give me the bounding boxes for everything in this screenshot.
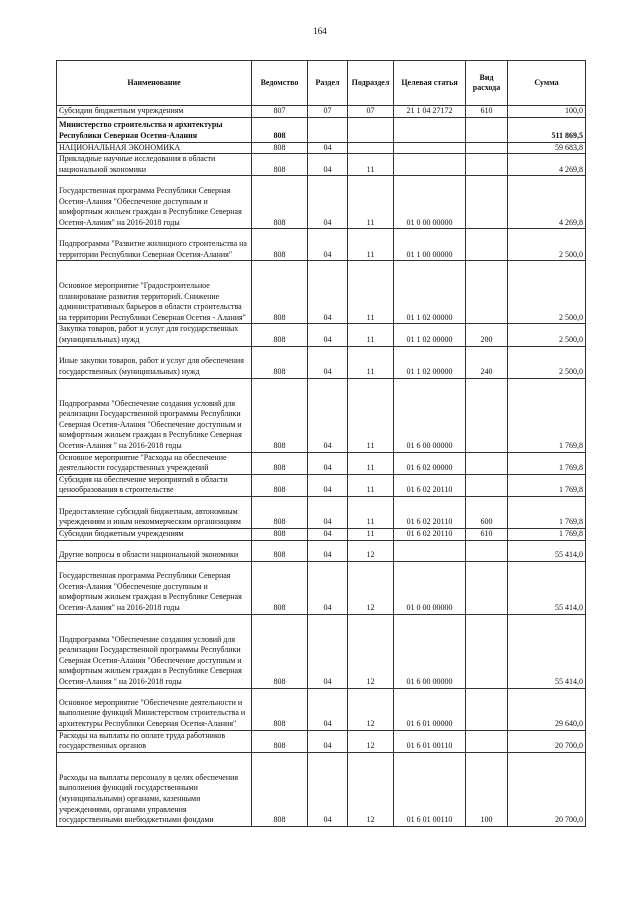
cell-department: 808 (252, 142, 308, 154)
cell-department: 808 (252, 614, 308, 688)
cell-expense-type (466, 730, 508, 752)
cell-department: 808 (252, 540, 308, 561)
cell-amount: 4 269,8 (508, 176, 586, 229)
cell-name: Основное мероприятие "Обеспечение деятельности и выполнение функций Министерством строительства и архитектуры Республики Северная Осетия-Алания" (57, 688, 252, 730)
cell-target-item: 21 1 04 27172 (394, 106, 466, 118)
cell-expense-type: 610 (466, 528, 508, 540)
page-number: 164 (313, 26, 327, 36)
cell-expense-type (466, 229, 508, 261)
cell-department: 808 (252, 324, 308, 346)
cell-subsection: 12 (348, 752, 394, 826)
col-header-amount: Сумма (508, 61, 586, 106)
cell-subsection: 11 (348, 378, 394, 452)
cell-target-item: 01 1 02 00000 (394, 346, 466, 378)
cell-target-item: 01 0 00 00000 (394, 561, 466, 614)
cell-subsection: 07 (348, 106, 394, 118)
cell-section: 04 (308, 730, 348, 752)
cell-expense-type (466, 474, 508, 496)
cell-subsection: 11 (348, 229, 394, 261)
cell-section: 04 (308, 561, 348, 614)
cell-amount: 4 269,8 (508, 154, 586, 176)
cell-section: 04 (308, 378, 348, 452)
cell-subsection: 11 (348, 496, 394, 528)
cell-amount: 2 500,0 (508, 324, 586, 346)
cell-amount: 1 769,8 (508, 474, 586, 496)
table-row (57, 229, 586, 261)
table-row (57, 324, 586, 346)
cell-subsection: 11 (348, 474, 394, 496)
cell-target-item (394, 117, 466, 142)
cell-section: 04 (308, 176, 348, 229)
cell-target-item: 01 6 02 20110 (394, 496, 466, 528)
cell-expense-type (466, 452, 508, 474)
cell-expense-type (466, 142, 508, 154)
cell-section: 04 (308, 474, 348, 496)
cell-section: 04 (308, 142, 348, 154)
cell-expense-type (466, 378, 508, 452)
cell-amount: 20 700,0 (508, 730, 586, 752)
cell-section: 04 (308, 346, 348, 378)
cell-department: 808 (252, 378, 308, 452)
cell-name: Субсидия на обеспечение мероприятий в области ценообразования в строительстве (57, 474, 252, 496)
cell-department: 808 (252, 688, 308, 730)
cell-amount: 2 500,0 (508, 229, 586, 261)
col-header-name: Наименование (57, 61, 252, 106)
cell-subsection: 11 (348, 176, 394, 229)
cell-department: 808 (252, 730, 308, 752)
cell-target-item: 01 1 02 00000 (394, 261, 466, 324)
cell-amount: 1 769,8 (508, 496, 586, 528)
cell-name: Основное мероприятие "Градостроительное планирование развития территорий. Снижение административных барьеров в области строительства на территории Республики Северная Осетия - Алания" (57, 261, 252, 324)
cell-department: 808 (252, 528, 308, 540)
cell-section: 04 (308, 528, 348, 540)
cell-amount: 59 683,8 (508, 142, 586, 154)
cell-expense-type: 610 (466, 106, 508, 118)
cell-name: Расходы на выплаты по оплате труда работников государственных органов (57, 730, 252, 752)
table-row (57, 528, 586, 540)
cell-expense-type: 240 (466, 346, 508, 378)
cell-subsection: 12 (348, 730, 394, 752)
cell-department: 808 (252, 176, 308, 229)
cell-amount: 2 500,0 (508, 261, 586, 324)
cell-subsection (348, 142, 394, 154)
cell-amount: 20 700,0 (508, 752, 586, 826)
cell-name: Основное мероприятие "Расходы на обеспечение деятельности государственных учреждений (57, 452, 252, 474)
cell-section: 04 (308, 614, 348, 688)
cell-section: 04 (308, 752, 348, 826)
cell-name: Подпрограмма "Обеспечение создания условий для реализации Государственной программы Республики Северная Осетия-Алания "Обеспечение доступным и комфортным жильем граждан в Республике Северная Осетия-Алания " на 2016-2018 годы (57, 614, 252, 688)
cell-target-item: 01 6 00 00000 (394, 614, 466, 688)
table-row (57, 261, 586, 324)
cell-subsection: 11 (348, 346, 394, 378)
cell-section: 04 (308, 540, 348, 561)
col-header-subsection: Подраздел (348, 61, 394, 106)
cell-amount: 55 414,0 (508, 540, 586, 561)
cell-expense-type (466, 614, 508, 688)
cell-amount: 55 414,0 (508, 614, 586, 688)
cell-name: Другие вопросы в области национальной экономики (57, 540, 252, 561)
cell-name: Расходы на выплаты персоналу в целях обеспечения выполнения функций государственными (муниципальными) органами, казенными учреждениями, органами управления государственными внебюджетными фондами (57, 752, 252, 826)
cell-target-item: 01 6 00 00000 (394, 378, 466, 452)
cell-section: 04 (308, 324, 348, 346)
cell-target-item: 01 6 01 00110 (394, 752, 466, 826)
cell-name: Подпрограмма "Обеспечение создания условий для реализации Государственной программы Республики Северная Осетия-Алания "Обеспечение доступным и комфортным жильем граждан в Республике Северная Осетия-Алания " на 2016-2018 годы (57, 378, 252, 452)
table-row (57, 474, 586, 496)
cell-department: 808 (252, 261, 308, 324)
table-row (57, 752, 586, 826)
table-row (57, 496, 586, 528)
table-row (57, 378, 586, 452)
budget-table (56, 60, 586, 827)
cell-target-item: 01 6 02 20110 (394, 474, 466, 496)
cell-name: Иные закупки товаров, работ и услуг для обеспечения государственных (муниципальных) нужд (57, 346, 252, 378)
cell-section: 04 (308, 261, 348, 324)
cell-department: 808 (252, 752, 308, 826)
table-row (57, 106, 586, 118)
cell-amount: 2 500,0 (508, 346, 586, 378)
table-row (57, 614, 586, 688)
table-header-row (57, 61, 586, 106)
cell-target-item: 01 1 00 00000 (394, 229, 466, 261)
cell-target-item (394, 142, 466, 154)
cell-department: 808 (252, 117, 308, 142)
cell-amount: 1 769,8 (508, 452, 586, 474)
cell-amount: 55 414,0 (508, 561, 586, 614)
cell-amount: 29 640,0 (508, 688, 586, 730)
cell-name: Государственная программа Республики Северная Осетия-Алания "Обеспечение доступным и комфортным жильем граждан в Республике Северная Осетия-Алания" на 2016-2018 годы (57, 176, 252, 229)
cell-subsection: 12 (348, 561, 394, 614)
cell-name: Предоставление субсидий бюджетным, автономным учреждениям и иным некоммерческим организациям (57, 496, 252, 528)
cell-department: 808 (252, 154, 308, 176)
cell-subsection: 11 (348, 154, 394, 176)
table-row (57, 540, 586, 561)
cell-department: 808 (252, 496, 308, 528)
cell-target-item: 01 6 01 00000 (394, 688, 466, 730)
col-header-target-item: Целевая статья (394, 61, 466, 106)
cell-subsection: 11 (348, 528, 394, 540)
cell-department: 808 (252, 561, 308, 614)
table-row (57, 154, 586, 176)
cell-name: Закупка товаров, работ и услуг для государственных (муниципальных) нужд (57, 324, 252, 346)
cell-target-item: 01 1 02 00000 (394, 324, 466, 346)
cell-expense-type (466, 688, 508, 730)
cell-name: Министерство строительства и архитектуры Республики Северная Осетия-Алания (57, 117, 252, 142)
cell-expense-type: 600 (466, 496, 508, 528)
table-row (57, 176, 586, 229)
cell-section: 04 (308, 452, 348, 474)
cell-expense-type (466, 154, 508, 176)
col-header-section: Раздел (308, 61, 348, 106)
table-row (57, 142, 586, 154)
cell-expense-type (466, 117, 508, 142)
cell-expense-type (466, 540, 508, 561)
cell-subsection: 11 (348, 452, 394, 474)
cell-section: 04 (308, 229, 348, 261)
cell-amount: 1 769,8 (508, 378, 586, 452)
cell-subsection: 11 (348, 324, 394, 346)
cell-target-item (394, 540, 466, 561)
cell-department: 808 (252, 452, 308, 474)
cell-name: Субсидии бюджетным учреждениям (57, 106, 252, 118)
cell-name: Государственная программа Республики Северная Осетия-Алания "Обеспечение доступным и комфортным жильем граждан в Республике Северная Осетия-Алания" на 2016-2018 годы (57, 561, 252, 614)
cell-expense-type: 200 (466, 324, 508, 346)
cell-subsection: 12 (348, 540, 394, 561)
cell-name: НАЦИОНАЛЬНАЯ ЭКОНОМИКА (57, 142, 252, 154)
table-row (57, 452, 586, 474)
cell-name: Подпрограмма "Развитие жилищного строительства на территории Республики Северная Осетия-Алания" (57, 229, 252, 261)
cell-section: 04 (308, 496, 348, 528)
cell-expense-type (466, 561, 508, 614)
cell-section: 07 (308, 106, 348, 118)
cell-expense-type (466, 176, 508, 229)
cell-section: 04 (308, 154, 348, 176)
table-row (57, 688, 586, 730)
col-header-department: Ведомство (252, 61, 308, 106)
table-row (57, 561, 586, 614)
cell-subsection: 12 (348, 688, 394, 730)
cell-section (308, 117, 348, 142)
table-row (57, 730, 586, 752)
cell-subsection: 11 (348, 261, 394, 324)
cell-department: 808 (252, 229, 308, 261)
cell-expense-type: 100 (466, 752, 508, 826)
cell-target-item: 01 0 00 00000 (394, 176, 466, 229)
cell-department: 807 (252, 106, 308, 118)
cell-subsection (348, 117, 394, 142)
col-header-expense-type: Вид расхода (466, 61, 508, 106)
cell-target-item: 01 6 02 20110 (394, 528, 466, 540)
cell-subsection: 12 (348, 614, 394, 688)
cell-expense-type (466, 261, 508, 324)
cell-department: 808 (252, 474, 308, 496)
cell-amount: 1 769,8 (508, 528, 586, 540)
cell-amount: 100,0 (508, 106, 586, 118)
table-row (57, 346, 586, 378)
cell-section: 04 (308, 688, 348, 730)
cell-name: Прикладные научные исследования в области национальной экономики (57, 154, 252, 176)
cell-target-item (394, 154, 466, 176)
cell-name: Субсидии бюджетным учреждениям (57, 528, 252, 540)
cell-target-item: 01 6 02 00000 (394, 452, 466, 474)
cell-department: 808 (252, 346, 308, 378)
cell-amount: 511 869,5 (508, 117, 586, 142)
table-row (57, 117, 586, 142)
cell-target-item: 01 6 01 00110 (394, 730, 466, 752)
